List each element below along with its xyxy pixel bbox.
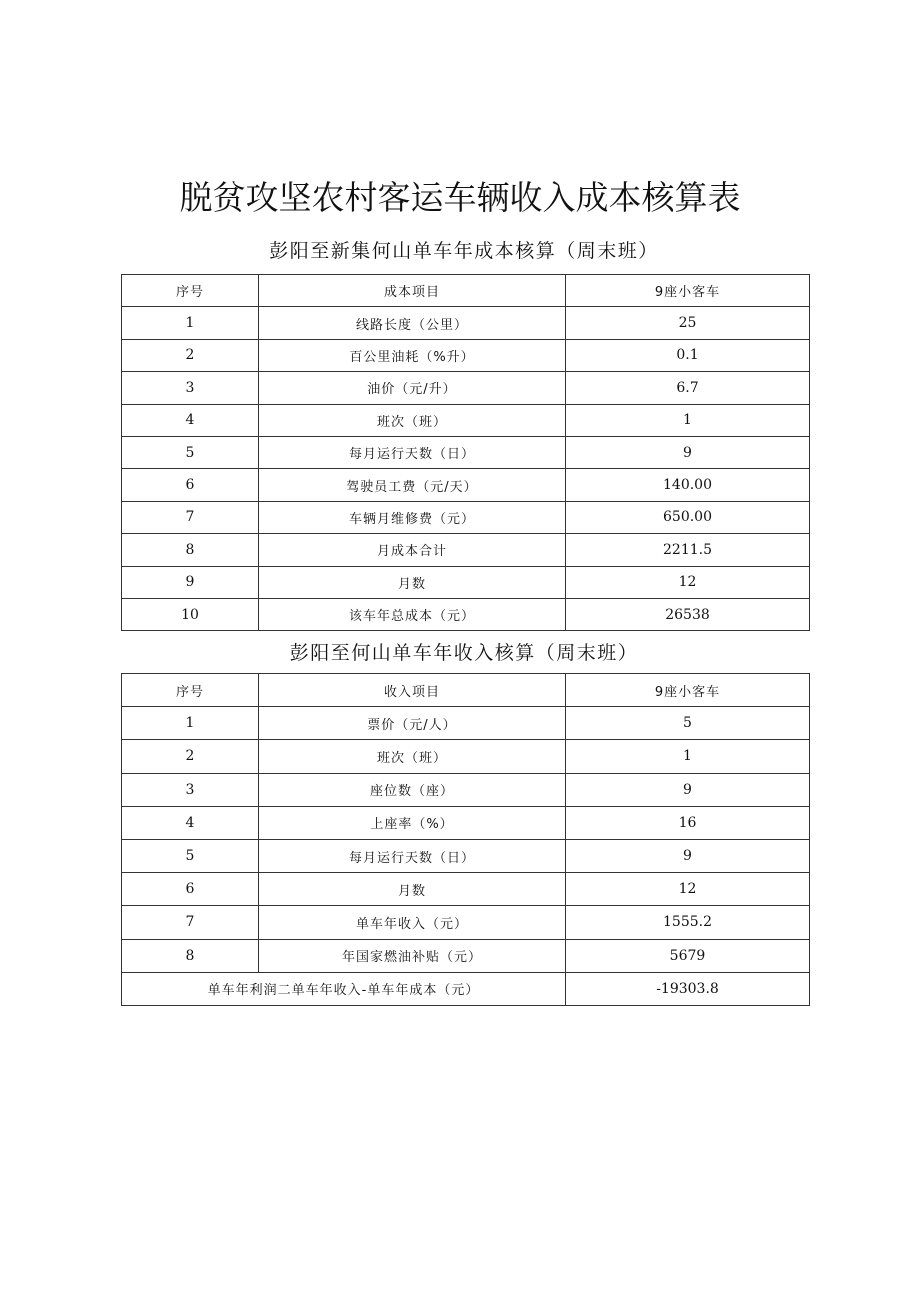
row-number: 8 [122,939,259,972]
table-row [122,806,810,839]
row-number: 7 [122,906,259,939]
row-number: 2 [122,740,259,773]
header-no: 序号 [122,674,259,707]
cost-table-body [122,307,810,631]
table-row [122,469,810,501]
table-row [122,566,810,598]
header-no: 序号 [122,275,259,307]
row-number: 5 [122,839,259,872]
table-row [122,404,810,436]
row-number: 1 [122,307,259,339]
row-value: 12 [566,873,810,906]
row-number: 8 [122,534,259,566]
row-number: 3 [122,372,259,404]
cost-table [121,274,810,631]
row-item: 每月运行天数（日） [259,436,566,468]
row-item: 上座率（%） [259,806,566,839]
row-item: 该车年总成本（元） [259,598,566,630]
row-item: 百公里油耗（%升） [259,339,566,371]
table-row [122,740,810,773]
table-row [122,906,810,939]
row-item: 班次（班） [259,404,566,436]
row-value: 0.1 [566,339,810,371]
table-row [122,436,810,468]
row-item: 每月运行天数（日） [259,839,566,872]
row-value: 9 [566,839,810,872]
row-value: 5 [566,707,810,740]
row-value: 9 [566,436,810,468]
table-header-row [122,275,810,307]
row-item: 班次（班） [259,740,566,773]
row-value: 12 [566,566,810,598]
row-item: 月数 [259,566,566,598]
table-row [122,307,810,339]
row-value: 26538 [566,598,810,630]
table-row [122,372,810,404]
row-value: 6.7 [566,372,810,404]
profit-value: -19303.8 [566,972,810,1005]
table-row [122,501,810,533]
row-item: 年国家燃油补贴（元） [259,939,566,972]
row-value: 1 [566,740,810,773]
row-number: 3 [122,773,259,806]
row-value: 1 [566,404,810,436]
row-number: 5 [122,436,259,468]
table-row [122,873,810,906]
row-value: 650.00 [566,501,810,533]
row-number: 4 [122,404,259,436]
row-item: 票价（元/人） [259,707,566,740]
row-value: 2211.5 [566,534,810,566]
row-item: 月成本合计 [259,534,566,566]
row-value: 16 [566,806,810,839]
income-section-title: 彭阳至何山单车年收入核算（周末班） [289,642,639,664]
profit-row [122,972,810,1005]
row-number: 6 [122,469,259,501]
row-item: 月数 [259,873,566,906]
header-vehicle: 9座小客车 [566,275,810,307]
header-item: 收入项目 [259,674,566,707]
row-item: 座位数（座） [259,773,566,806]
row-number: 2 [122,339,259,371]
income-table [121,673,810,1006]
row-number: 10 [122,598,259,630]
row-item: 线路长度（公里） [259,307,566,339]
cost-section-title: 彭阳至新集何山单车年成本核算（周末班） [269,240,659,262]
row-value: 5679 [566,939,810,972]
table-row [122,773,810,806]
income-table-body [122,707,810,973]
row-number: 9 [122,566,259,598]
row-value: 25 [566,307,810,339]
header-item: 成本项目 [259,275,566,307]
row-value: 1555.2 [566,906,810,939]
table-row [122,534,810,566]
page-title: 脱贫攻坚农村客运车辆收入成本核算表 [179,178,741,217]
row-number: 4 [122,806,259,839]
profit-label: 单车年利润二单车年收入-单车年成本（元） [122,972,566,1005]
table-row [122,707,810,740]
row-item: 单车年收入（元） [259,906,566,939]
table-row [122,839,810,872]
table-row [122,598,810,630]
table-header-row [122,674,810,707]
row-number: 6 [122,873,259,906]
row-number: 7 [122,501,259,533]
row-value: 9 [566,773,810,806]
row-item: 车辆月维修费（元） [259,501,566,533]
table-row [122,339,810,371]
row-item: 油价（元/升） [259,372,566,404]
row-item: 驾驶员工费（元/天） [259,469,566,501]
header-vehicle: 9座小客车 [566,674,810,707]
row-number: 1 [122,707,259,740]
table-row [122,939,810,972]
row-value: 140.00 [566,469,810,501]
